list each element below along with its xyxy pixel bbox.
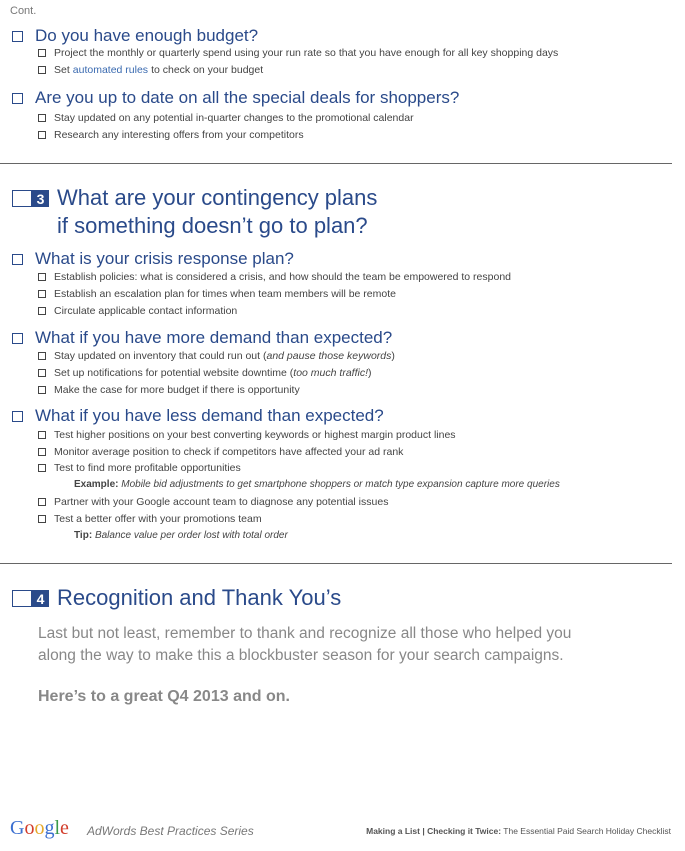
- checkbox-icon[interactable]: [38, 131, 46, 139]
- closing-paragraph: [38, 623, 648, 667]
- question-title: Are you up to date on all the special deals for shoppers?: [35, 88, 460, 107]
- example-label: Example:: [74, 479, 119, 490]
- item-text-prefix: Set: [54, 64, 70, 76]
- section-divider: [0, 163, 672, 164]
- checkbox-icon[interactable]: [38, 290, 46, 298]
- item-text: Monitor average position to check if competitors have affected your ad rank: [54, 446, 404, 458]
- section-number: 4: [32, 590, 49, 607]
- item-text: Establish policies: what is considered a crisis, and how should the team be empowered to respond: [54, 271, 512, 283]
- checklist-question-deals[interactable]: [12, 88, 459, 108]
- document-title-rest: The Essential Paid Search Holiday Checklist: [501, 826, 671, 836]
- list-item[interactable]: [38, 129, 304, 141]
- checklist-question-budget[interactable]: [12, 26, 258, 46]
- section-title-line1: What are your contingency plans: [57, 185, 378, 210]
- checkbox-icon[interactable]: [38, 386, 46, 394]
- list-item[interactable]: [38, 513, 262, 525]
- item-text: Make the case for more budget if there is opportunity: [54, 384, 300, 396]
- tip-label: Tip:: [74, 530, 93, 541]
- checkbox-icon[interactable]: [38, 352, 46, 360]
- list-item[interactable]: [38, 271, 511, 283]
- section-title: [57, 184, 377, 240]
- item-text: Stay updated on inventory that could run out (: [54, 350, 267, 362]
- checkbox-icon[interactable]: [38, 114, 46, 122]
- item-text: Research any interesting offers from your competitors: [54, 129, 304, 141]
- item-text: Partner with your Google account team to diagnose any potential issues: [54, 496, 389, 508]
- checkbox-icon[interactable]: [38, 515, 46, 523]
- list-item[interactable]: [38, 462, 241, 474]
- paragraph-line2: along the way to make this a blockbuster season for your search campaigns.: [38, 647, 564, 664]
- section-3-header: [12, 185, 378, 240]
- example-text: Mobile bid adjustments to get smartphone shoppers or match type expansion capture more queries: [121, 479, 560, 490]
- checklist-question-crisis[interactable]: [12, 249, 294, 269]
- checkbox-icon[interactable]: [38, 273, 46, 281]
- automated-rules-link[interactable]: automated rules: [72, 64, 149, 76]
- checkbox-icon[interactable]: [38, 498, 46, 506]
- checkbox-icon[interactable]: [12, 93, 23, 104]
- document-title: [366, 826, 671, 836]
- question-title: Do you have enough budget?: [35, 26, 259, 45]
- question-title: What if you have less demand than expected?: [35, 406, 384, 425]
- example-note: [74, 479, 560, 490]
- item-text: Establish an escalation plan for times when team members will be remote: [54, 288, 396, 300]
- list-item[interactable]: [38, 367, 372, 379]
- checkbox-icon[interactable]: [38, 464, 46, 472]
- list-item[interactable]: [38, 350, 395, 362]
- list-item[interactable]: [38, 64, 263, 76]
- section-4-header: [12, 585, 342, 612]
- item-text-italic: and pause those keywords: [266, 350, 392, 362]
- item-text: Set up notifications for potential website downtime (: [54, 367, 294, 379]
- checkbox-icon[interactable]: [12, 333, 23, 344]
- section-title-line2: if something doesn’t go to plan?: [57, 213, 368, 238]
- checkbox-icon[interactable]: [12, 590, 32, 607]
- item-text: Circulate applicable contact information: [54, 305, 238, 317]
- tip-text: Balance value per order lost with total order: [94, 530, 288, 541]
- checkbox-icon[interactable]: [38, 66, 46, 74]
- tip-note: [74, 530, 288, 541]
- item-text-end: ): [391, 350, 395, 362]
- section-number: 3: [32, 190, 49, 207]
- item-text: Test to find more profitable opportunities: [54, 462, 241, 474]
- list-item[interactable]: [38, 446, 403, 458]
- section-divider: [0, 563, 672, 564]
- list-item[interactable]: [38, 429, 456, 441]
- checklist-question-more-demand[interactable]: [12, 328, 392, 348]
- item-text-italic: too much traffic!: [293, 367, 368, 379]
- checkbox-icon[interactable]: [38, 307, 46, 315]
- item-text: Test higher positions on your best converting keywords or highest margin product lines: [54, 429, 456, 441]
- checkbox-icon[interactable]: [38, 448, 46, 456]
- closing-statement: Here’s to a great Q4 2013 and on.: [38, 688, 290, 705]
- continued-label: Cont.: [10, 5, 37, 17]
- checkbox-icon[interactable]: [38, 49, 46, 57]
- section-number-badge[interactable]: [12, 590, 49, 607]
- question-title: What if you have more demand than expected?: [35, 328, 393, 347]
- item-text: Project the monthly or quarterly spend using your run rate so that you have enough for all key shopping days: [54, 47, 559, 59]
- item-text: Test a better offer with your promotions team: [54, 513, 262, 525]
- checkbox-icon[interactable]: [12, 254, 23, 265]
- google-logo: Google: [10, 817, 69, 839]
- list-item[interactable]: [38, 288, 396, 300]
- paragraph-line1: Last but not least, remember to thank and recognize all those who helped you: [38, 625, 572, 642]
- section-number-badge[interactable]: [12, 190, 49, 207]
- list-item[interactable]: [38, 305, 237, 317]
- checkbox-icon[interactable]: [38, 369, 46, 377]
- question-title: What is your crisis response plan?: [35, 249, 294, 268]
- list-item[interactable]: [38, 47, 558, 59]
- section-title: Recognition and Thank You’s: [57, 585, 342, 610]
- checkbox-icon[interactable]: [38, 431, 46, 439]
- checkbox-icon[interactable]: [12, 190, 32, 207]
- series-title: AdWords Best Practices Series: [87, 824, 254, 838]
- checkbox-icon[interactable]: [12, 411, 23, 422]
- list-item[interactable]: [38, 496, 388, 508]
- item-text-suffix: to check on your budget: [151, 64, 264, 76]
- checkbox-icon[interactable]: [12, 31, 23, 42]
- item-text: Stay updated on any potential in-quarter changes to the promotional calendar: [54, 112, 414, 124]
- item-text-end: ): [368, 367, 372, 379]
- list-item[interactable]: [38, 112, 414, 124]
- checklist-question-less-demand[interactable]: [12, 406, 384, 426]
- document-title-bold: Making a List | Checking it Twice:: [366, 826, 502, 836]
- list-item[interactable]: [38, 384, 300, 396]
